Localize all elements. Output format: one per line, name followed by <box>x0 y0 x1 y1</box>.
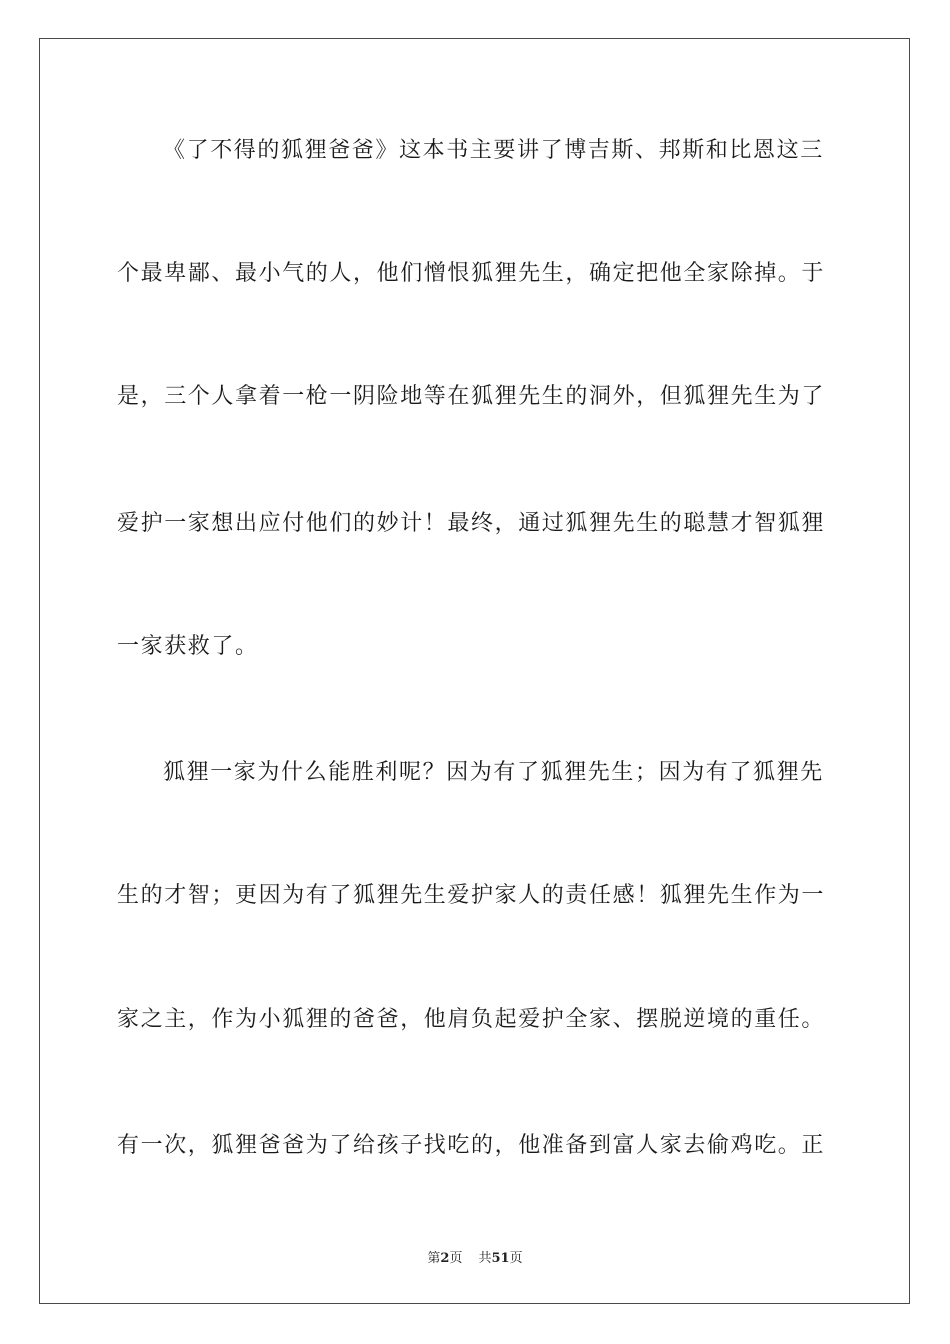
page-prefix: 第 <box>427 1251 441 1266</box>
paragraph-1-line-1: 《了不得的狐狸爸爸》这本书主要讲了博吉斯、邦斯和比恩这三 <box>163 138 824 163</box>
paragraph-1-line-3: 是，三个人拿着一枪一阴险地等在狐狸先生的洞外，但狐狸先生为了 <box>117 384 826 409</box>
total-pages: 51 <box>491 1251 510 1266</box>
paragraph-2-line-3: 家之主，作为小狐狸的爸爸，他肩负起爱护全家、摆脱逆境的重任。 <box>117 1007 826 1032</box>
paragraph-1-line-2: 个最卑鄙、最小气的人，他们憎恨狐狸先生，确定把他全家除掉。于 <box>117 261 826 286</box>
paragraph-1-line-5: 一家获救了。 <box>117 634 259 659</box>
page-footer <box>0 1247 950 1266</box>
page-number: 2 <box>440 1251 450 1266</box>
paragraph-2-line-2: 生的才智；更因为有了狐狸先生爱护家人的责任感！狐狸先生作为一 <box>117 883 826 908</box>
page-suffix: 页 <box>449 1251 463 1266</box>
total-prefix: 共 <box>478 1251 492 1266</box>
paragraph-1-line-4: 爱护一家想出应付他们的妙计！最终，通过狐狸先生的聪慧才智狐狸 <box>117 511 826 536</box>
paragraph-2-line-4: 有一次，狐狸爸爸为了给孩子找吃的，他准备到富人家去偷鸡吃。正 <box>117 1133 826 1158</box>
page-border <box>39 38 910 1304</box>
total-suffix: 页 <box>509 1251 523 1266</box>
paragraph-2-line-1: 狐狸一家为什么能胜利呢？因为有了狐狸先生；因为有了狐狸先 <box>163 760 824 785</box>
